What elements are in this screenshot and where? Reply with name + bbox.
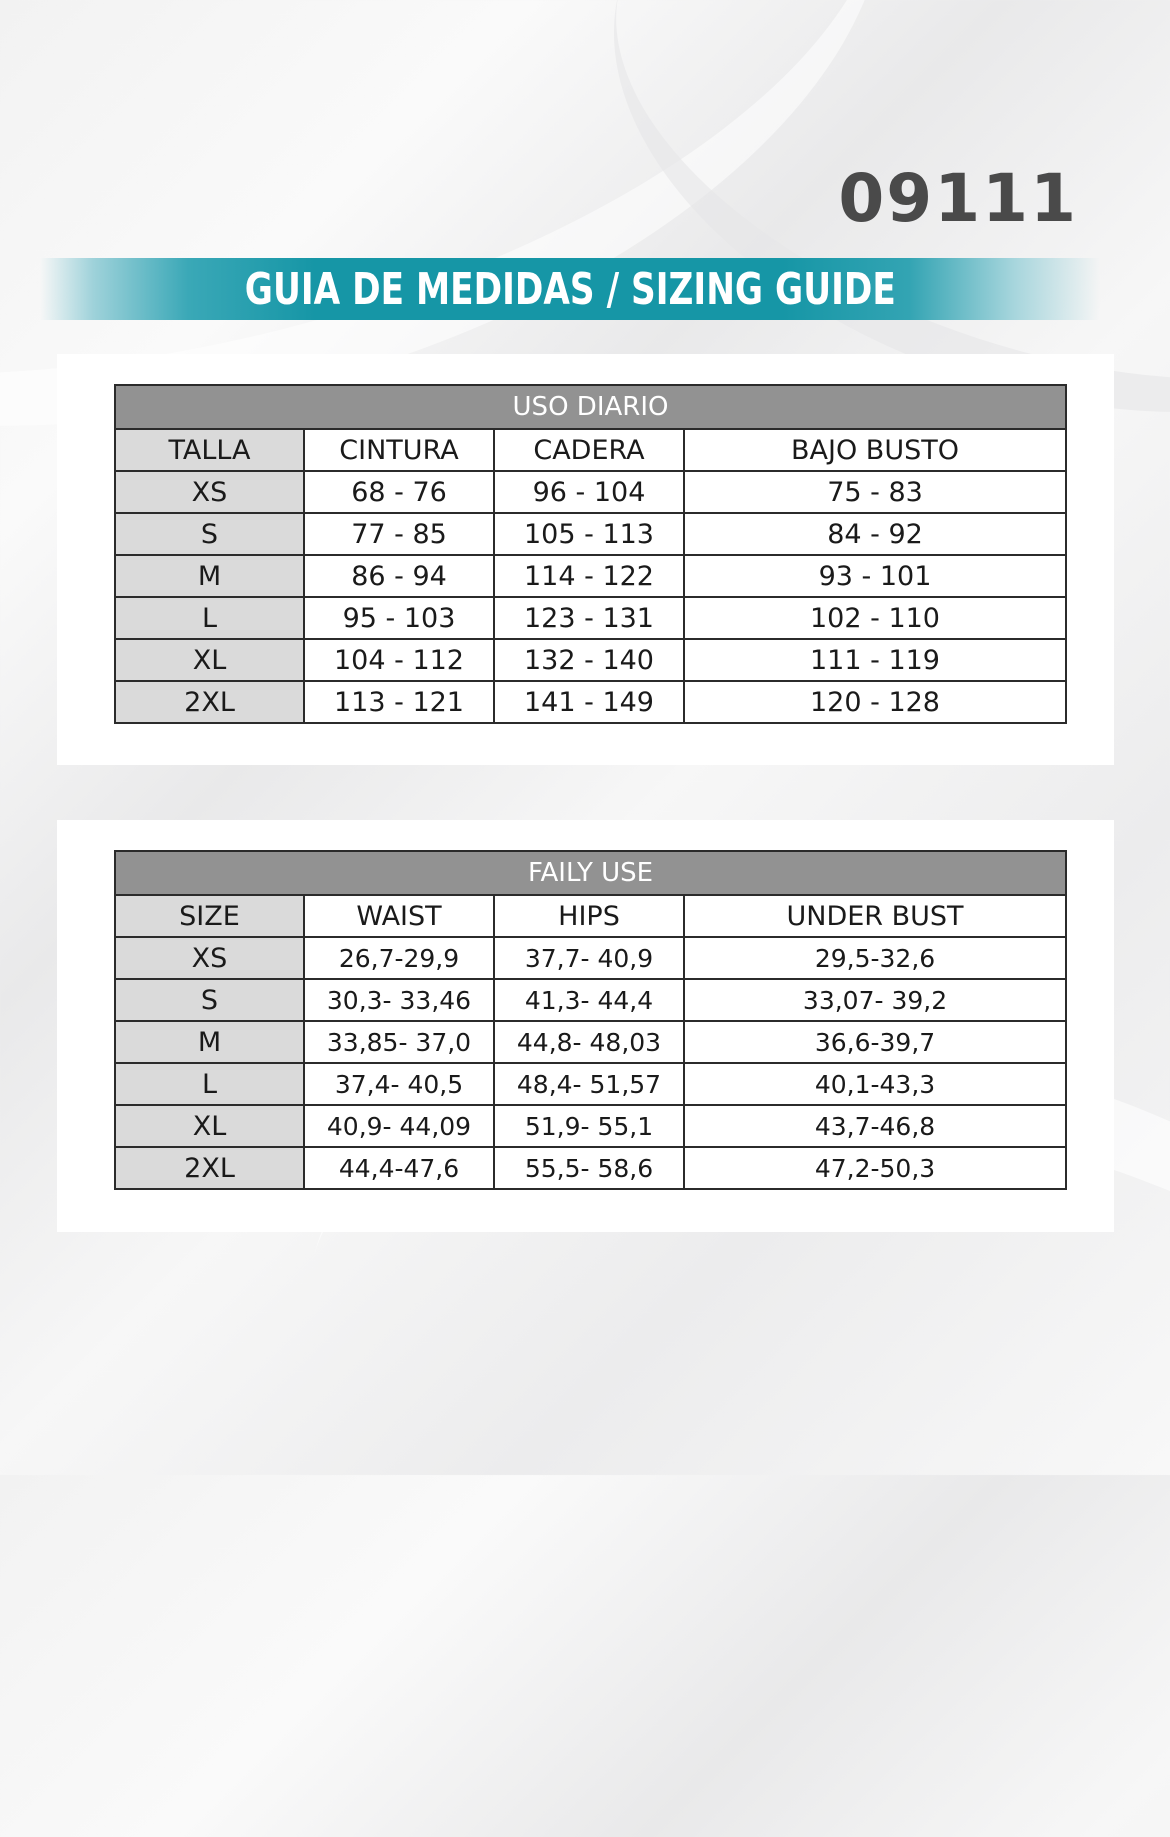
table-cell: 84 - 92 <box>684 513 1066 555</box>
size-table-card-spanish <box>57 354 1114 765</box>
table-cell: 48,4- 51,57 <box>494 1063 684 1105</box>
table-cell: 102 - 110 <box>684 597 1066 639</box>
table-cell: 29,5-32,6 <box>684 937 1066 979</box>
size-label: XL <box>115 639 304 681</box>
product-code: 09111 <box>838 160 1078 237</box>
table-row <box>115 555 1066 597</box>
table-cell: 132 - 140 <box>494 639 684 681</box>
table-row <box>115 1105 1066 1147</box>
table-cell: 33,07- 39,2 <box>684 979 1066 1021</box>
banner-title: GUIA DE MEDIDAS / SIZING GUIDE <box>244 263 896 315</box>
table-row <box>115 471 1066 513</box>
table-cell: 123 - 131 <box>494 597 684 639</box>
size-table-card-english <box>57 820 1114 1232</box>
size-label: M <box>115 1021 304 1063</box>
table-cell: 41,3- 44,4 <box>494 979 684 1021</box>
column-header: CINTURA <box>304 429 494 471</box>
table-row <box>115 1021 1066 1063</box>
size-table-faily-use <box>114 850 1067 1190</box>
table-row <box>115 597 1066 639</box>
table-cell: 43,7-46,8 <box>684 1105 1066 1147</box>
column-header: BAJO BUSTO <box>684 429 1066 471</box>
size-label: XL <box>115 1105 304 1147</box>
table-row <box>115 639 1066 681</box>
size-label: 2XL <box>115 681 304 723</box>
table-row <box>115 937 1066 979</box>
table-cell: 114 - 122 <box>494 555 684 597</box>
column-header: TALLA <box>115 429 304 471</box>
table-cell: 44,4-47,6 <box>304 1147 494 1189</box>
column-header: HIPS <box>494 895 684 937</box>
size-label: S <box>115 979 304 1021</box>
table-cell: 37,4- 40,5 <box>304 1063 494 1105</box>
table-cell: 93 - 101 <box>684 555 1066 597</box>
table-cell: 26,7-29,9 <box>304 937 494 979</box>
table-cell: 37,7- 40,9 <box>494 937 684 979</box>
table-cell: 55,5- 58,6 <box>494 1147 684 1189</box>
table-cell: 86 - 94 <box>304 555 494 597</box>
table-cell: 51,9- 55,1 <box>494 1105 684 1147</box>
size-table-uso-diario <box>114 384 1067 724</box>
size-label: XS <box>115 471 304 513</box>
table-cell: 120 - 128 <box>684 681 1066 723</box>
table-cell: 75 - 83 <box>684 471 1066 513</box>
table-row <box>115 1063 1066 1105</box>
table-cell: 95 - 103 <box>304 597 494 639</box>
table-cell: 40,1-43,3 <box>684 1063 1066 1105</box>
table-row <box>115 979 1066 1021</box>
table-cell: 96 - 104 <box>494 471 684 513</box>
column-header: WAIST <box>304 895 494 937</box>
table-row <box>115 513 1066 555</box>
table-cell: 104 - 112 <box>304 639 494 681</box>
table-row <box>115 681 1066 723</box>
table-header-row <box>115 895 1066 937</box>
column-header: UNDER BUST <box>684 895 1066 937</box>
table-cell: 36,6-39,7 <box>684 1021 1066 1063</box>
table-caption: USO DIARIO <box>115 385 1066 429</box>
table-caption: FAILY USE <box>115 851 1066 895</box>
table-cell: 44,8- 48,03 <box>494 1021 684 1063</box>
table-cell: 77 - 85 <box>304 513 494 555</box>
table-cell: 113 - 121 <box>304 681 494 723</box>
table-cell: 68 - 76 <box>304 471 494 513</box>
column-header: SIZE <box>115 895 304 937</box>
table-header-row <box>115 429 1066 471</box>
table-cell: 111 - 119 <box>684 639 1066 681</box>
size-label: XS <box>115 937 304 979</box>
size-label: M <box>115 555 304 597</box>
size-label: S <box>115 513 304 555</box>
size-label: L <box>115 1063 304 1105</box>
table-cell: 141 - 149 <box>494 681 684 723</box>
title-banner <box>40 258 1100 320</box>
table-cell: 40,9- 44,09 <box>304 1105 494 1147</box>
size-label: 2XL <box>115 1147 304 1189</box>
table-cell: 47,2-50,3 <box>684 1147 1066 1189</box>
table-row <box>115 1147 1066 1189</box>
size-label: L <box>115 597 304 639</box>
column-header: CADERA <box>494 429 684 471</box>
table-cell: 30,3- 33,46 <box>304 979 494 1021</box>
table-cell: 105 - 113 <box>494 513 684 555</box>
table-cell: 33,85- 37,0 <box>304 1021 494 1063</box>
